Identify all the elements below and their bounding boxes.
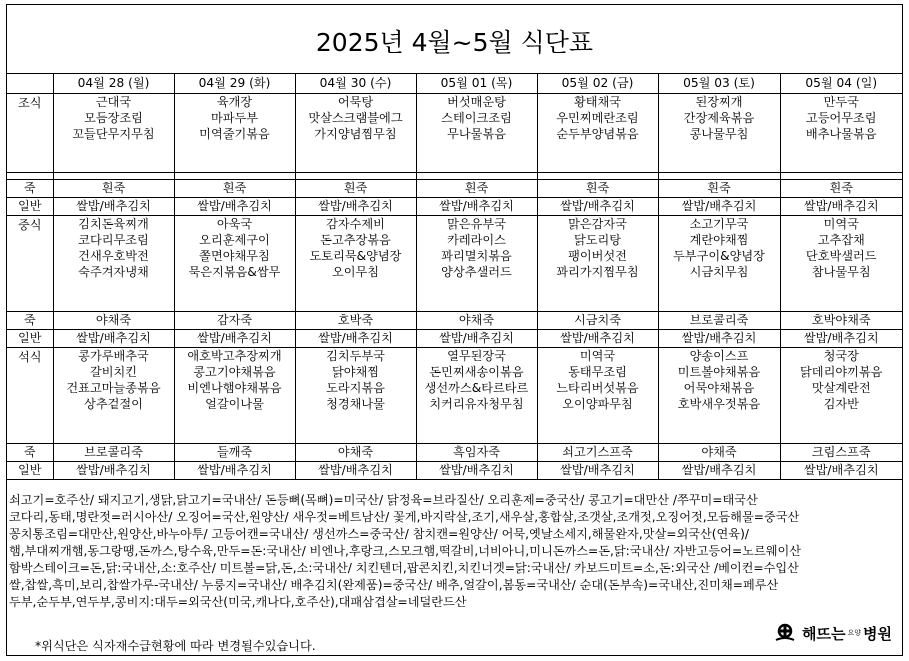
origin-note-line: 코다리,동태,명란젓=러시아산/ 오징어=국산,원양산/ 새우젓=베트남산/ 꽃게,바지락살,조기,새우살,홍합살,조갯살,조개젓,오징어젓,모듬해물=중국산 [9, 510, 800, 524]
menu-item: 닭도리탕 [573, 233, 622, 247]
hospital-logo [774, 622, 892, 644]
lunch-cell [295, 216, 416, 312]
lunch-regular-cell: 쌀밥/배추김치 [295, 330, 416, 348]
menu-item: 맛살스크램블에그 [308, 111, 403, 125]
dinner-cell [174, 348, 295, 444]
lunch-regular-cell: 쌀밥/배추김치 [416, 330, 537, 348]
menu-item: 꽈리가지찜무침 [556, 265, 639, 279]
menu-item: 콩가루배추국 [78, 349, 149, 363]
day-header-row [7, 74, 902, 94]
breakfast-cell [780, 94, 902, 173]
menu-item: 어묵탕 [337, 95, 374, 109]
menu-sheet [6, 4, 903, 656]
dinner-regular-cell: 쌀밥/배추김치 [295, 462, 416, 480]
breakfast-cell [53, 94, 174, 173]
day-header: 05월 03 (토) [658, 74, 780, 94]
menu-item: 닭데리야끼볶음 [800, 365, 883, 379]
menu-item: 마파두부 [210, 111, 259, 125]
lunch-cell [537, 216, 658, 312]
breakfast-porridge-cell: 흰죽 [658, 180, 780, 198]
dinner-cell [537, 348, 658, 444]
lunch-cell [174, 216, 295, 312]
menu-item: 맑은감자국 [568, 217, 627, 231]
menu-item: 두부구이&양념장 [673, 249, 765, 263]
regular-label: 일반 [7, 330, 53, 348]
menu-item: 비엔나햄야채볶음 [187, 381, 282, 395]
menu-item: 열무된장국 [447, 349, 506, 363]
change-notice: *위식단은 식자재수급현황에 따라 변경될수있습니다. [35, 639, 316, 653]
breakfast-porridge-cell: 흰죽 [416, 180, 537, 198]
menu-item: 계란야채찜 [689, 233, 749, 247]
menu-item: 청경채나물 [326, 397, 385, 411]
menu-item: 고추잡채 [817, 233, 865, 247]
menu-item: 생선까스&타르타르 [424, 381, 529, 395]
menu-item: 스테이크조림 [441, 111, 512, 125]
lunch-porridge-cell: 감자죽 [174, 312, 295, 330]
menu-item: 미역줄기볶음 [199, 127, 270, 141]
menu-item: 배추나물볶음 [805, 127, 877, 141]
menu-item: 동태무조림 [568, 365, 627, 379]
dinner-cell [416, 348, 537, 444]
menu-item: 얼갈이나물 [205, 397, 264, 411]
dinner-regular-cell: 쌀밥/배추김치 [174, 462, 295, 480]
lunch-cell [416, 216, 537, 312]
menu-item: 근대국 [95, 95, 132, 109]
regular-label: 일반 [7, 462, 53, 480]
menu-item: 건표고마늘종볶음 [66, 381, 161, 395]
menu-item: 어묵야채볶음 [683, 381, 755, 395]
menu-item: 치커리유자청무침 [429, 397, 524, 411]
menu-item: 느타리버섯볶음 [556, 381, 639, 395]
dinner-porridge-cell: 크림스프죽 [780, 444, 902, 462]
day-header: 05월 01 (목) [416, 74, 537, 94]
porridge-row [7, 312, 902, 330]
menu-item: 맑은유부국 [447, 217, 506, 231]
menu-item: 코다리무조림 [78, 233, 149, 247]
dinner-cell [780, 348, 902, 444]
breakfast-porridge-cell: 흰죽 [53, 180, 174, 198]
menu-item: 돈민찌새송이볶음 [429, 365, 524, 379]
dinner-regular-cell: 쌀밥/배추김치 [658, 462, 780, 480]
menu-item: 양송이스프 [689, 349, 749, 363]
breakfast-cell [295, 94, 416, 173]
lunch-regular-cell: 쌀밥/배추김치 [537, 330, 658, 348]
lunch-porridge-cell: 브로콜리죽 [658, 312, 780, 330]
day-header: 05월 02 (금) [537, 74, 658, 94]
menu-item: 콩나물무침 [689, 127, 749, 141]
breakfast-regular-cell: 쌀밥/배추김치 [295, 198, 416, 216]
menu-item: 김치돈육찌개 [78, 217, 149, 231]
breakfast-regular-cell: 쌀밥/배추김치 [537, 198, 658, 216]
lunch-porridge-cell: 야채죽 [53, 312, 174, 330]
regular-row [7, 330, 902, 348]
menu-item: 콩고기야채볶음 [193, 365, 276, 379]
menu-item: 도라지볶음 [326, 381, 385, 395]
origin-note-line: 햄,부대찌개햄,동그랑땡,돈까스,탕수육,만두=돈:국내산/ 비엔나,후랑크,스모크햄,떡갈비,너비아니,미니돈까스=돈,닭:국내산/ 자반고등어=노르웨이산 [9, 544, 802, 558]
dinner-porridge-cell: 들깨죽 [174, 444, 295, 462]
breakfast-cell [416, 94, 537, 173]
menu-item: 닭야채찜 [331, 365, 380, 379]
porridge-row [7, 180, 902, 198]
menu-item: 소고기무국 [689, 217, 749, 231]
lunch-cell [53, 216, 174, 312]
menu-item: 모듬장조림 [84, 111, 143, 125]
porridge-label: 죽 [7, 180, 53, 198]
menu-item: 갈비치킨 [89, 365, 138, 379]
breakfast-cell [537, 94, 658, 173]
breakfast-regular-cell: 쌀밥/배추김치 [53, 198, 174, 216]
breakfast-porridge-cell: 흰죽 [174, 180, 295, 198]
menu-item: 육개장 [216, 95, 253, 109]
menu-item: 된장찌개 [695, 95, 743, 109]
dinner-porridge-cell: 브로콜리죽 [53, 444, 174, 462]
menu-item: 가지양념찜무침 [314, 127, 397, 141]
menu-item: 오이무침 [331, 265, 380, 279]
lunch-porridge-cell: 야채죽 [416, 312, 537, 330]
hospital-logo-icon [774, 622, 796, 644]
lunch-cell [780, 216, 902, 312]
menu-item: 미트볼야채볶음 [677, 365, 761, 379]
breakfast-regular-cell: 쌀밥/배추김치 [780, 198, 902, 216]
dinner-regular-cell: 쌀밥/배추김치 [537, 462, 658, 480]
dinner-porridge-cell: 쇠고기스프죽 [537, 444, 658, 462]
hospital-suffix: 병원 [863, 624, 892, 643]
origin-note-line: 함박스테이크=돈,닭:국내산,소:호주산/ 미트볼=닭,돈,소:국내산/ 치킨텐더,팝콘치킨,치킨너겟=닭:국내산/ 카보드미트=소,돈:외국산 /베이컨=수입산 [9, 561, 799, 575]
dinner-regular-cell: 쌀밥/배추김치 [416, 462, 537, 480]
breakfast-cell [658, 94, 780, 173]
menu-item: 꼬들단무지무침 [72, 127, 155, 141]
menu-item: 오이양파무침 [562, 397, 633, 411]
breakfast-row [7, 94, 902, 173]
breakfast-cell [174, 94, 295, 173]
hospital-type: 요양 [847, 629, 862, 637]
lunch-porridge-cell: 시금치죽 [537, 312, 658, 330]
menu-item: 감자수제비 [326, 217, 385, 231]
menu-item: 아욱국 [216, 217, 253, 231]
lunch-porridge-cell: 호박야채죽 [780, 312, 902, 330]
dinner-regular-cell: 쌀밥/배추김치 [53, 462, 174, 480]
origin-note-line: 꽁치통조림=대만산,원양산,바누아투/ 고등어캔=국내산/ 생선까스=중국산/ 참치캔=원양산/ 어묵,옛날소세지,해물완자,맛살=외국산(연육)/ [9, 527, 749, 541]
dinner-cell [295, 348, 416, 444]
menu-item: 버섯매운탕 [447, 95, 506, 109]
menu-item: 김치두부국 [326, 349, 385, 363]
lunch-regular-cell: 쌀밥/배추김치 [658, 330, 780, 348]
menu-item: 무나물볶음 [447, 127, 506, 141]
menu-item: 꽈리멸치볶음 [441, 249, 512, 263]
menu-item: 건새우호박전 [78, 249, 149, 263]
menu-item: 카레라이스 [447, 233, 506, 247]
menu-item: 오리훈제구이 [199, 233, 270, 247]
menu-item: 애호박고추장찌개 [187, 349, 282, 363]
breakfast-regular-cell: 쌀밥/배추김치 [174, 198, 295, 216]
hospital-name: 해뜨는 [802, 624, 846, 643]
day-header: 04월 29 (화) [174, 74, 295, 94]
menu-item: 돈고추장볶음 [320, 233, 391, 247]
menu-item: 순두부양념볶음 [556, 127, 639, 141]
lunch-porridge-cell: 호박죽 [295, 312, 416, 330]
lunch-regular-cell: 쌀밥/배추김치 [174, 330, 295, 348]
regular-label: 일반 [7, 198, 53, 216]
breakfast-regular-cell: 쌀밥/배추김치 [416, 198, 537, 216]
meal-label-breakfast: 조식 [7, 94, 53, 173]
origin-note-line: 두부,순두부,연두부,콩비지:대두=외국산(미국,캐나다,호주산),대패삼겹살=네덜란드산 [9, 595, 467, 609]
menu-item: 호박새우젓볶음 [677, 397, 761, 411]
porridge-row [7, 444, 902, 462]
menu-item: 미역국 [823, 217, 859, 231]
regular-row [7, 462, 902, 480]
regular-row [7, 198, 902, 216]
porridge-label: 죽 [7, 312, 53, 330]
dinner-row [7, 348, 902, 444]
menu-item: 단호박샐러드 [805, 249, 877, 263]
breakfast-regular-cell: 쌀밥/배추김치 [658, 198, 780, 216]
menu-table [7, 74, 902, 480]
dinner-porridge-cell: 야채죽 [295, 444, 416, 462]
menu-item: 황태채국 [573, 95, 622, 109]
menu-item: 참나물무침 [811, 265, 871, 279]
menu-item: 시금치무침 [689, 265, 749, 279]
lunch-cell [658, 216, 780, 312]
dinner-porridge-cell: 흑임자죽 [416, 444, 537, 462]
menu-item: 상추겉절이 [84, 397, 143, 411]
origin-note-line: 쌀,찹쌀,흑미,보리,찹쌀가루-국내산/ 누룽지=국내산/ 배추김치(완제품)=중국산/ 배추,얼갈이,봄동=국내산/ 순대(돈부속)=국내산,진미채=페루산 [9, 578, 779, 592]
origin-notes [9, 492, 902, 611]
menu-item: 만두국 [823, 95, 859, 109]
lunch-row [7, 216, 902, 312]
origin-note-line: 쇠고기=호주산/ 돼지고기,생닭,닭고기=국내산/ 돈등뼈(목뼈)=미국산/ 닭정육=브라질산/ 오리훈제=중국산/ 콩고기=대만산 /쭈꾸미=태국산 [9, 493, 758, 507]
menu-item: 묵은지볶음&쌈무 [188, 265, 281, 279]
menu-item: 팽이버섯전 [568, 249, 627, 263]
menu-item: 숙주겨자냉채 [78, 265, 149, 279]
menu-item: 청국장 [823, 349, 859, 363]
day-header: 05월 04 (일) [780, 74, 902, 94]
corner-cell [7, 74, 53, 94]
meal-label-lunch: 중식 [7, 216, 53, 312]
lunch-regular-cell: 쌀밥/배추김치 [780, 330, 902, 348]
dinner-cell [53, 348, 174, 444]
breakfast-porridge-cell: 흰죽 [295, 180, 416, 198]
menu-item: 간장제육볶음 [683, 111, 755, 125]
breakfast-porridge-cell: 흰죽 [537, 180, 658, 198]
dinner-porridge-cell: 야채죽 [658, 444, 780, 462]
dinner-cell [658, 348, 780, 444]
menu-item: 쫄면야채무침 [199, 249, 270, 263]
menu-item: 김자반 [823, 397, 859, 411]
page-title: 2025년 4월~5월 식단표 [7, 5, 902, 74]
menu-item: 도토리묵&양념장 [309, 249, 402, 263]
day-header: 04월 30 (수) [295, 74, 416, 94]
menu-item: 우민찌메란조림 [556, 111, 639, 125]
lunch-regular-cell: 쌀밥/배추김치 [53, 330, 174, 348]
menu-item: 맛살계란전 [811, 381, 871, 395]
breakfast-porridge-cell: 흰죽 [780, 180, 902, 198]
meal-label-dinner: 석식 [7, 348, 53, 444]
day-header: 04월 28 (월) [53, 74, 174, 94]
menu-item: 미역국 [579, 349, 616, 363]
menu-item: 고등어무조림 [805, 111, 877, 125]
menu-item: 양상추샐러드 [441, 265, 512, 279]
porridge-label: 죽 [7, 444, 53, 462]
dinner-regular-cell: 쌀밥/배추김치 [780, 462, 902, 480]
